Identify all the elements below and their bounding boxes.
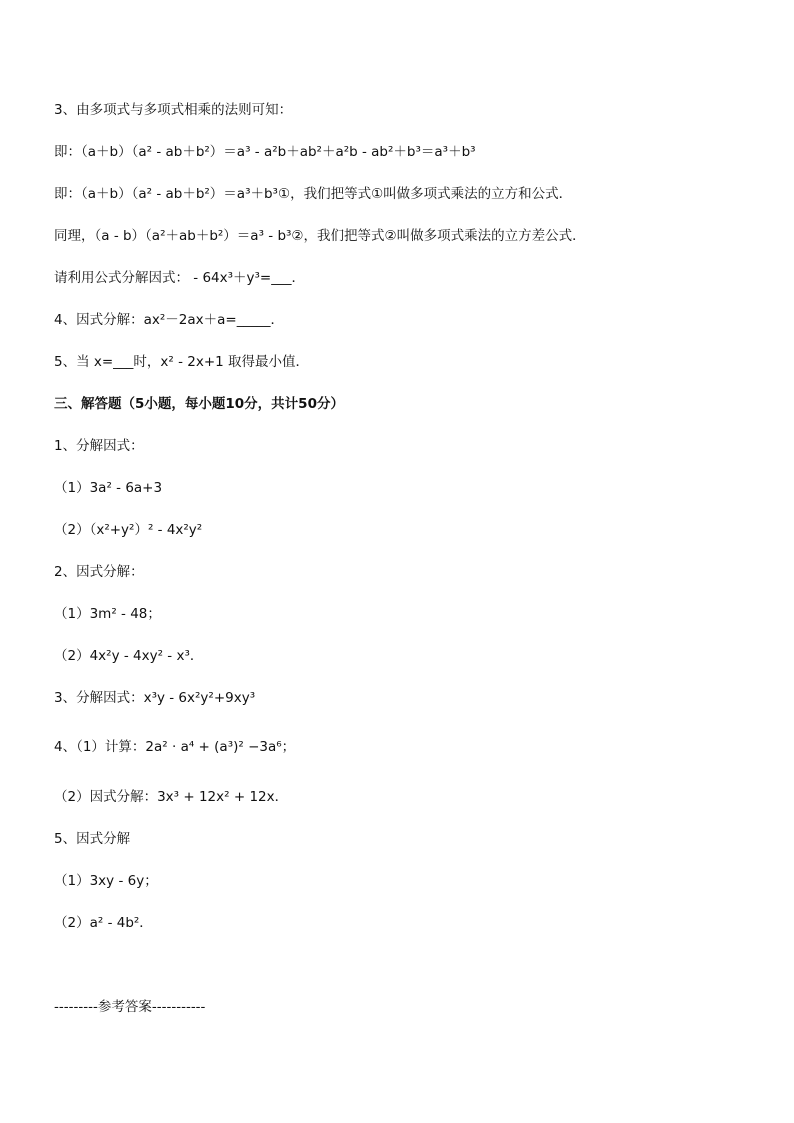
q3-task: 请利用公式分解因式： - 64x³＋y³=___． [54, 270, 305, 286]
s3-q1-label: 1、分解因式： [54, 438, 144, 454]
s3-q4-part2: （2）因式分解：3x³ + 12x² + 12x． [54, 789, 289, 805]
s3-q1-part1: （1）3a² - 6a+3 [54, 480, 163, 496]
s3-q2-label: 2、因式分解： [54, 564, 144, 580]
s3-q2-part2: （2）4x²y - 4xy² - x³． [54, 648, 204, 664]
q3-sum-of-cubes-formula: 即：（a＋b）（a² - ab＋b²）＝a³＋b³①，我们把等式①叫做多项式乘法的立方和公式． [54, 186, 573, 202]
q5-fill-in: 5、当 x=___时，x² - 2x+1 取得最小值． [54, 354, 310, 370]
s3-q5-part1: （1）3xy - 6y； [54, 873, 158, 889]
s3-q5-part2: （2）a² - 4b²． [54, 915, 153, 931]
section-title: 三、解答题（5小题，每小题10分，共计50分） [54, 396, 344, 412]
s3-q4-part1: 4、（1）计算：2a² · a⁴ + (a³)² −3a⁶； [54, 739, 296, 755]
s3-q2-part1: （1）3m² - 48； [54, 606, 161, 622]
q4-fill-in: 4、因式分解：ax²－2ax＋a=_____． [54, 312, 284, 328]
q3-intro: 3、由多项式与多项式相乘的法则可知： [54, 102, 293, 118]
s3-q3: 3、分解因式：x³y - 6x²y²+9xy³ [54, 690, 256, 706]
s3-q1-part2: （2）（x²+y²）² - 4x²y² [54, 522, 203, 538]
answer-divider: ---------参考答案----------- [54, 999, 206, 1015]
s3-q5-label: 5、因式分解 [54, 831, 131, 847]
q3-difference-of-cubes-formula: 同理，（a - b）（a²＋ab＋b²）＝a³ - b³②，我们把等式②叫做多项式乘法的立方差公式． [54, 228, 586, 244]
q3-expansion: 即：（a＋b）（a² - ab＋b²）＝a³ - a²b＋ab²＋a²b - ab²＋b³＝a³＋b³ [54, 144, 476, 160]
